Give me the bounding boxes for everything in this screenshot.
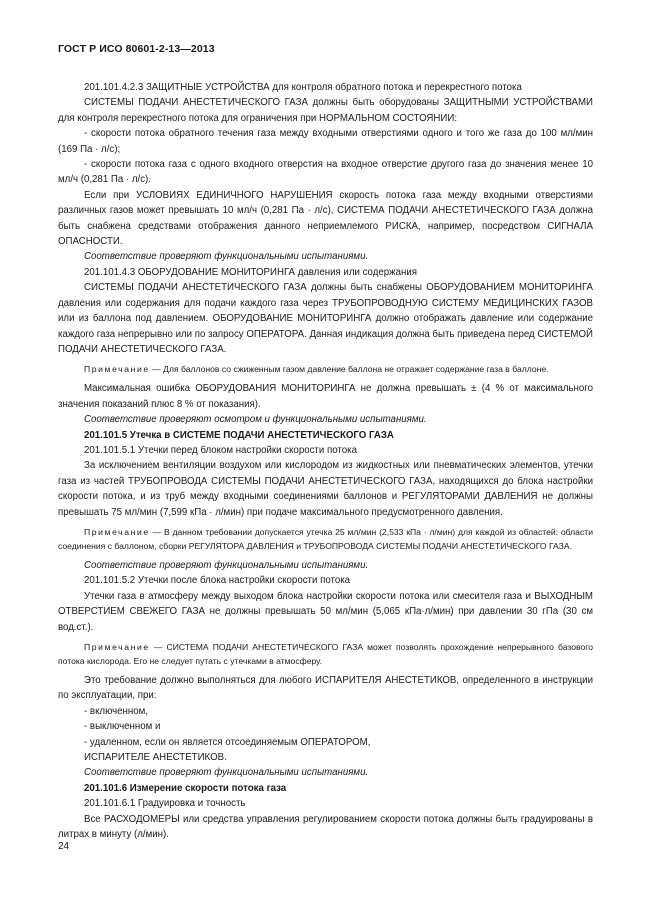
section-heading-201-101-6: 201.101.6 Измерение скорости потока газа [84, 782, 287, 794]
paragraph: Максимальная ошибка ОБОРУДОВАНИЯ МОНИТОРИНГА не должна превышать ± (4 % от максимального значения показаний плюс 8 % от показания). [58, 383, 593, 410]
note-label: Примечание [84, 642, 150, 652]
compliance-statement: Соответствие проверяют функциональными испытаниями. [84, 559, 369, 571]
paragraph: Если при УСЛОВИЯХ ЕДИНИЧНОГО НАРУШЕНИЯ скорость потока газа между входными отверстиями различных газов может превышать 10 мл/ч (0,281 Па · л/с), СИСТЕМА ПОДАЧИ АНЕСТЕТИЧЕСКОГО ГАЗА должна быть снабжена средствами отображения данного неприемлемого РИСКА, например, посредством СИГНАЛА ОПАСНОСТИ. [58, 189, 593, 248]
clause-201-101-6-1: 201.101.6.1 Градуировка и точность [84, 798, 246, 810]
note [58, 362, 593, 376]
list-item: - включенном, [84, 705, 148, 717]
compliance-statement: Соответствие проверяют функциональными испытаниями. [84, 767, 369, 779]
clause-201-101-5-2: 201.101.5.2 Утечки после блока настройки скорости потока [84, 575, 351, 587]
list-item: - скорости потока обратного течения газа между входными отверстиями одного и того же газа до 100 мл/мин (169 Па · л/с); [58, 128, 593, 155]
note-text: — Для баллонов со сжиженным газом давление баллона не отражает содержание газа в баллоне. [149, 364, 549, 375]
compliance-statement: Соответствие проверяют функциональными испытаниями. [84, 251, 369, 263]
paragraph: Это требование должно выполняться для любого ИСПАРИТЕЛЯ АНЕСТЕТИКОВ, определенного в инструкции по эксплуатации, при: [58, 675, 593, 702]
note-label: Примечание [84, 526, 150, 537]
clause-201-101-4-3: 201.101.4.3 ОБОРУДОВАНИЕ МОНИТОРИНГА давления или содержания [84, 266, 418, 278]
note [58, 640, 593, 668]
paragraph: Утечки газа в атмосферу между выходом блока настройки скорости потока или смесителя газа и ВЫХОДНЫМ ОТВЕРСТИЕМ СВЕЖЕГО ГАЗА не должны превышать 50 мл/мин (5,065 кПа·л/мин) при давлении 30 гПа (30 см вод.ст.). [58, 590, 593, 633]
note [58, 525, 593, 553]
paragraph: ИСПАРИТЕЛЕ АНЕСТЕТИКОВ. [84, 752, 227, 764]
note-label: Примечание [84, 364, 150, 375]
note-text: — В данном требовании допускается утечка 25 мл/мин (2,533 кПа · л/мин) для каждой из областей: области соединения с баллоном, сборки РЕГУЛЯТОРА ДАВЛЕНИЯ и ТРУБОПРОВОДА СИСТЕМЫ ПОДАЧИ АНЕСТЕТИЧЕСКОГО ГАЗА. [58, 526, 593, 551]
page-content [58, 80, 593, 842]
list-item: - выключенном и [84, 721, 161, 733]
compliance-statement: Соответствие проверяют осмотром и функциональными испытаниями. [84, 414, 427, 426]
paragraph: За исключением вентиляции воздухом или кислородом из жидкостных или пневматических элементов, утечки газа из частей ТРУБОПРОВОДА СИСТЕМЫ ПОДАЧИ АНЕСТЕТИЧЕСКОГО ГАЗА, находящихся до блока настройки скорости потока, и из труб между входными соединениями баллонов и РЕГУЛЯТОРАМИ ДАВЛЕНИЯ не должны превышать 75 мл/мин (7,599 кПа · л/мин) при подаче максимального предусмотренного давления. [58, 460, 593, 518]
section-heading-201-101-5: 201.101.5 Утечка в СИСТЕМЕ ПОДАЧИ АНЕСТЕТИЧЕСКОГО ГАЗА [84, 429, 394, 441]
list-item: - удаленном, если он является отсоединяемым ОПЕРАТОРОМ, [84, 736, 371, 748]
note-text: — СИСТЕМА ПОДАЧИ АНЕСТЕТИЧЕСКОГО ГАЗА может позволять прохождение непрерывного базового потока кислорода. Его не следует путать с утечками в атмосферу. [58, 642, 593, 666]
paragraph: СИСТЕМЫ ПОДАЧИ АНЕСТЕТИЧЕСКОГО ГАЗА должны быть снабжены ОБОРУДОВАНИЕМ МОНИТОРИНГА давления или содержания для подачи каждого газа через ТРУБОПРОВОДНУЮ СИСТЕМУ МЕДИЦИНСКИХ ГАЗОВ или из баллона под давлением. ОБОРУДОВАНИЕ МОНИТОРИНГА должно отображать давление или содержание каждого газа непрерывно или по запросу ОПЕРАТОРА. Данная индикация должна быть приведена перед СИСТЕМОЙ ПОДАЧИ АНЕСТЕТИЧЕСКОГО ГАЗА. [58, 282, 593, 355]
paragraph: Все РАСХОДОМЕРЫ или средства управления регулированием скорости потока должны быть градуированы в литрах в минуту (л/мин). [58, 813, 593, 841]
list-item: - скорости потока газа с одного входного отверстия на входное отверстие другого газа до значения менее 10 мл/ч (0,281 Па · л/с). [58, 159, 593, 186]
clause-201-101-5-1: 201.101.5.1 Утечки перед блоком настройки скорости потока [84, 444, 357, 456]
clause-201-101-4-2-3: 201.101.4.2.3 ЗАЩИТНЫЕ УСТРОЙСТВА для контроля обратного потока и перекрестного потока [84, 82, 522, 93]
document-header: ГОСТ Р ИСО 80601-2-13—2013 [58, 43, 215, 55]
page-number: 24 [58, 841, 70, 852]
paragraph: СИСТЕМЫ ПОДАЧИ АНЕСТЕТИЧЕСКОГО ГАЗА должны быть оборудованы ЗАЩИТНЫМИ УСТРОЙСТВАМИ для контроля перекрестного потока для ограничения при НОРМАЛЬНОМ СОСТОЯНИИ: [58, 97, 593, 124]
